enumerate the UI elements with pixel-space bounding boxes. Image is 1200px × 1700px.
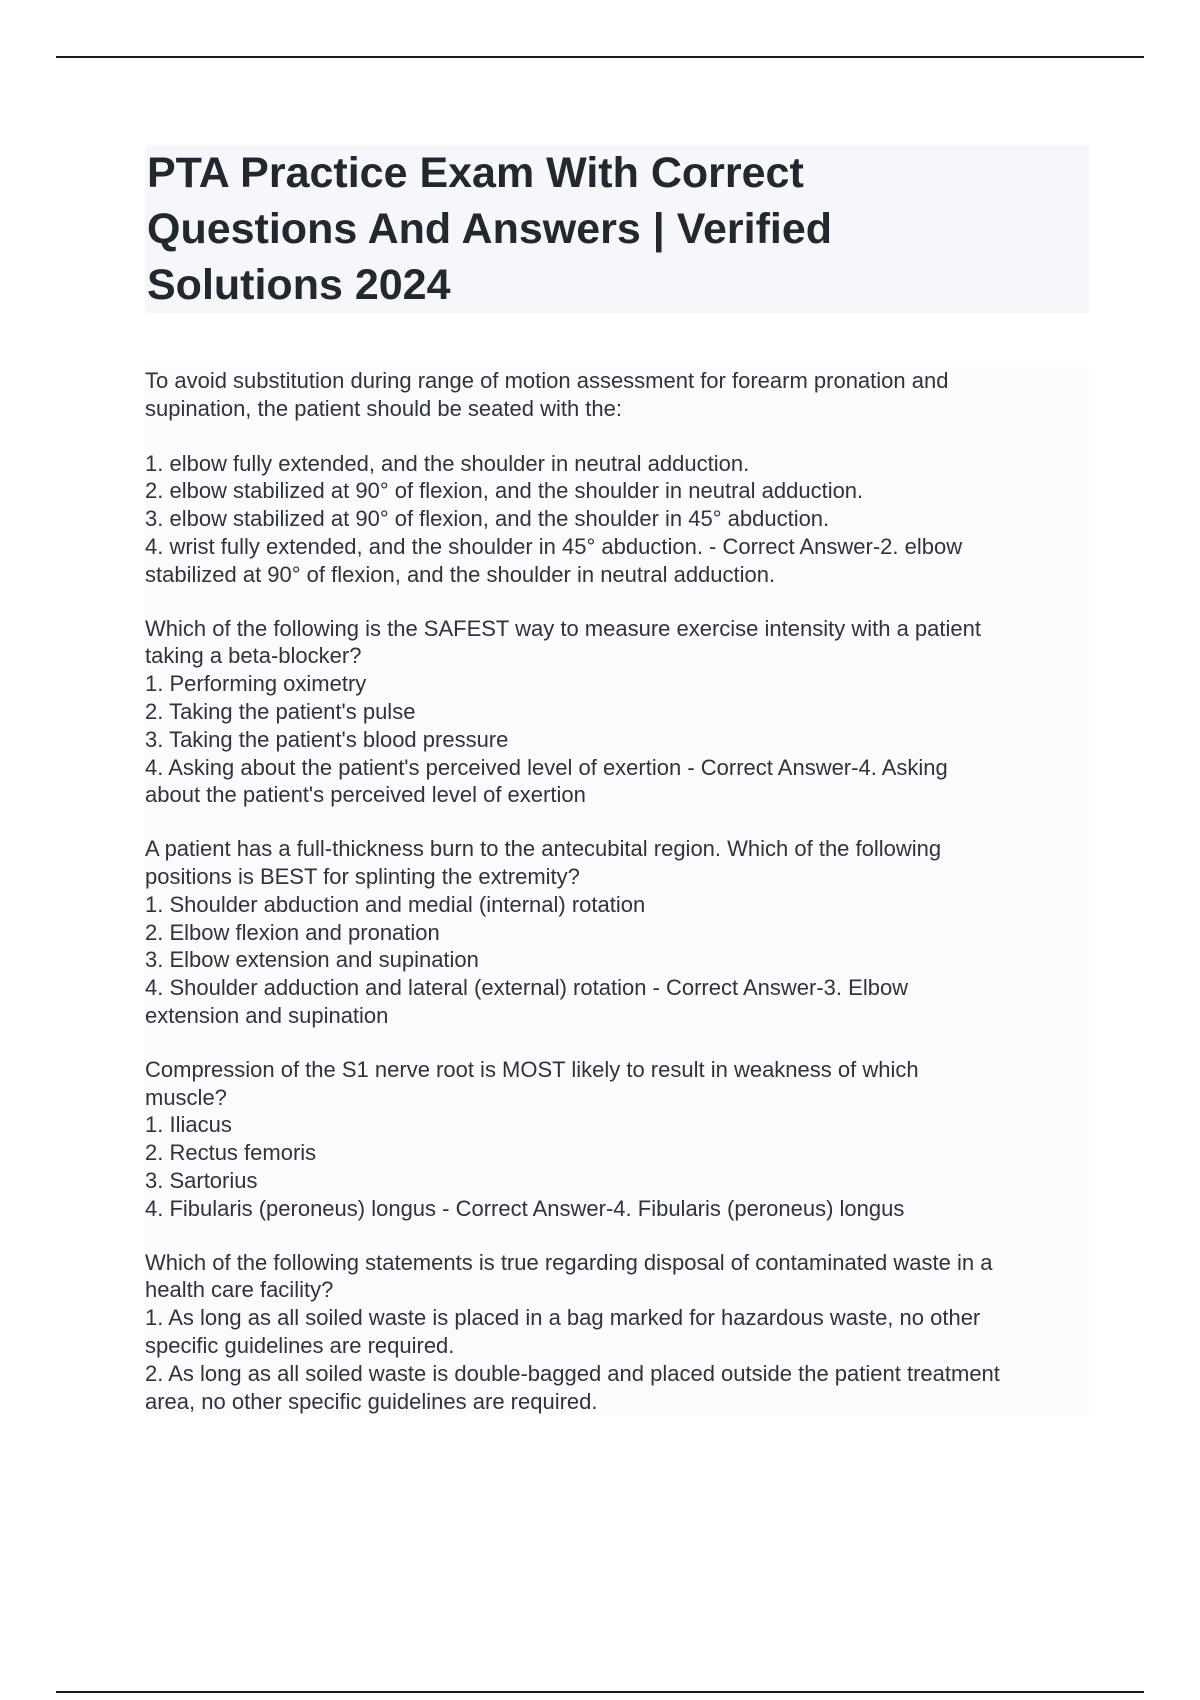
answer-option-with-correct-answer: 4. wrist fully extended, and the shoulder in 45° abduction. - Correct Answer-2. elbow stabilized at 90° of flexion, and the shoulder in neutral adduction. [145, 533, 963, 587]
answer-option: 2. Taking the patient's pulse [145, 698, 416, 724]
answer-option-with-correct-answer: 4. Asking about the patient's perceived level of exertion - Correct Answer-4. Asking about the patient's perceived level of exertion [145, 754, 948, 808]
question-4 [145, 1056, 1089, 1223]
answer-option: 1. As long as all soiled waste is placed in a bag marked for hazardous waste, no other specific guidelines are required. [145, 1305, 981, 1358]
answer-option-with-correct-answer: 4. Fibularis (peroneus) longus - Correct Answer-4. Fibularis (peroneus) longus [145, 1195, 905, 1221]
question-3 [145, 835, 1089, 1030]
answer-option: 3. elbow stabilized at 90° of flexion, and the shoulder in 45° abduction. [145, 506, 830, 532]
question-stem: A patient has a full-thickness burn to the antecubital region. Which of the following positions is BEST for splinting the extremity? [145, 836, 942, 889]
answer-option: 2. Rectus femoris [145, 1140, 317, 1166]
page-title: PTA Practice Exam With Correct Questions And Answers | Verified Solutions 2024 [147, 149, 833, 309]
answer-option: 1. Shoulder abduction and medial (internal) rotation [145, 891, 646, 917]
header-rule [56, 56, 1144, 58]
title-block [145, 145, 1089, 313]
question-1 [145, 367, 1089, 589]
question-stem: To avoid substitution during range of motion assessment for forearm pronation and supination, the patient should be seated with the: [145, 368, 949, 421]
question-stem: Compression of the S1 nerve root is MOST likely to result in weakness of which muscle? [145, 1056, 919, 1110]
footer-rule [56, 1691, 1144, 1693]
answer-option: 1. elbow fully extended, and the shoulder in neutral adduction. [145, 450, 750, 476]
question-list [145, 367, 1089, 1415]
question-stem: Which of the following is the SAFEST way to measure exercise intensity with a patient taking a beta-blocker? [145, 615, 981, 669]
question-stem: Which of the following statements is true regarding disposal of contaminated waste in a health care facility? [145, 1249, 993, 1303]
answer-option: 3. Sartorius [145, 1167, 258, 1193]
answer-option: 3. Elbow extension and supination [145, 947, 479, 973]
answer-option-with-correct-answer: 4. Shoulder adduction and lateral (external) rotation - Correct Answer-3. Elbow extension and supination [145, 975, 909, 1028]
question-5 [145, 1249, 1089, 1416]
answer-option: 1. Iliacus [145, 1112, 232, 1138]
answer-option: 2. As long as all soiled waste is double-bagged and placed outside the patient treatment area, no other specific guidelines are required. [145, 1360, 1000, 1414]
answer-option: 3. Taking the patient's blood pressure [145, 726, 509, 752]
answer-option: 1. Performing oximetry [145, 671, 367, 697]
answer-option: 2. Elbow flexion and pronation [145, 919, 440, 945]
question-2 [145, 615, 1089, 810]
answer-option: 2. elbow stabilized at 90° of flexion, and the shoulder in neutral adduction. [145, 478, 864, 504]
